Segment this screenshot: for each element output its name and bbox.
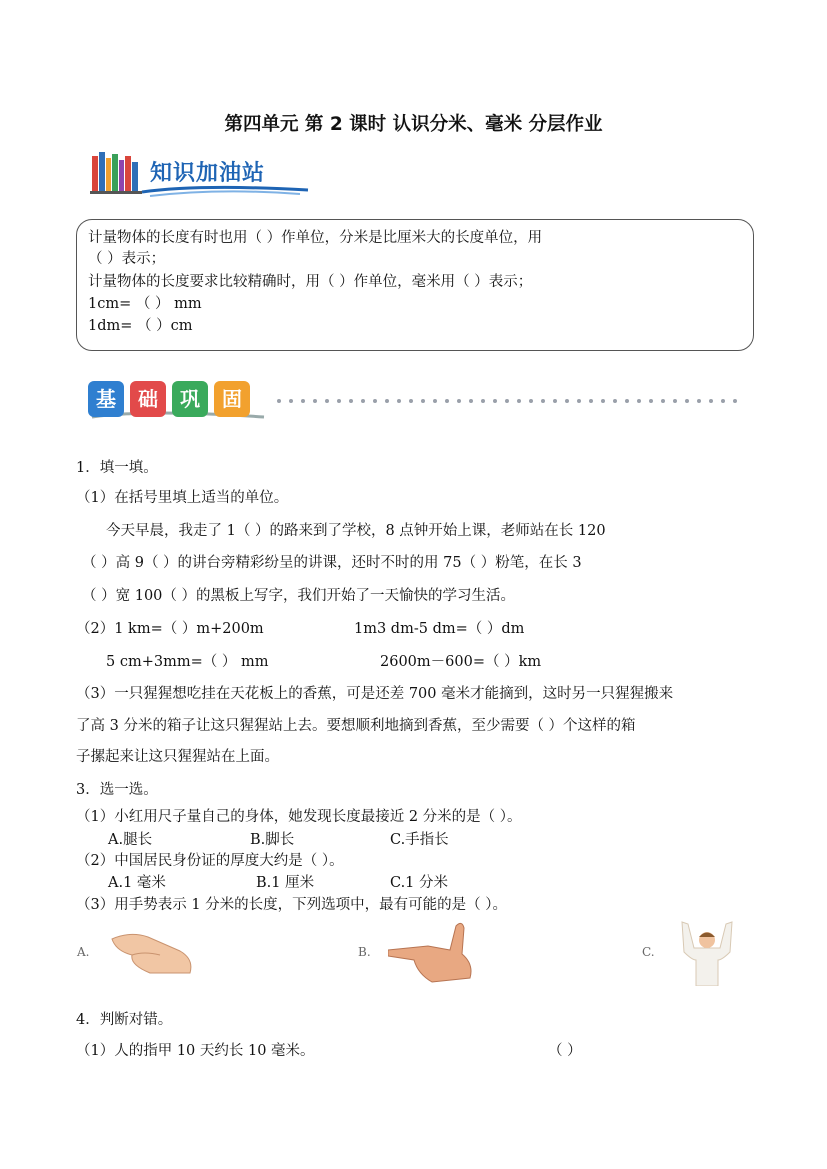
knowledge-line-4: 1cm= （ ） mm	[88, 296, 202, 312]
divider-dot	[709, 399, 713, 403]
q3-part1-option-b: B.脚长	[250, 832, 295, 848]
person-arms-raised-image	[672, 920, 742, 986]
divider-dot	[673, 399, 677, 403]
divider-dot	[685, 399, 689, 403]
q1-part1-line2: （ ）高 9（ ）的讲台旁精彩纷呈的讲课，还时不时的用 75（ ）粉笔，在长 3	[82, 555, 582, 571]
divider-dot	[409, 399, 413, 403]
divider-dot	[325, 399, 329, 403]
q3-part2-option-b: B.1 厘米	[256, 875, 315, 891]
divider-dot	[661, 399, 665, 403]
divider-dot	[625, 399, 629, 403]
books-icon	[90, 150, 142, 194]
divider-dot	[433, 399, 437, 403]
tile-gong: 巩	[172, 381, 208, 417]
divider-dot	[493, 399, 497, 403]
hand-gesture-a-image	[110, 925, 196, 977]
q1-part2-line2b: 2600m－600=（ ）km	[380, 654, 542, 670]
q1-part1-line1: 今天早晨，我走了 1（ ）的路来到了学校，8 点钟开始上课，老师站在长 120	[106, 523, 606, 539]
q1-part2-line1a: （2）1 km=（ ）m+200m	[76, 621, 264, 637]
q1-part3-line3: 子摞起来让这只猩猩站在上面。	[76, 749, 279, 765]
picture-label-a: A.	[77, 945, 90, 959]
divider-dot	[301, 399, 305, 403]
divider-dot	[397, 399, 401, 403]
divider-dot	[445, 399, 449, 403]
hand-gesture-b-image	[388, 920, 480, 984]
q1-part1-label: （1）在括号里填上适当的单位。	[76, 490, 289, 506]
divider-dot	[637, 399, 641, 403]
q4-part1-answer-bracket: （ ）	[548, 1043, 582, 1059]
q3-part2-option-a: A.1 毫米	[108, 875, 166, 891]
divider-dot	[649, 399, 653, 403]
q4-heading: 4．判断对错。	[76, 1012, 173, 1028]
divider-dot	[565, 399, 569, 403]
divider-dot	[577, 399, 581, 403]
divider-dot	[313, 399, 317, 403]
q1-part1-line3: （ ）宽 100（ ）的黑板上写字，我们开始了一天愉快的学习生活。	[82, 588, 516, 604]
divider-dot	[553, 399, 557, 403]
divider-dot	[541, 399, 545, 403]
q4-part1: （1）人的指甲 10 天约长 10 毫米。	[76, 1043, 315, 1059]
q3-part1-option-c: C.手指长	[390, 832, 449, 848]
divider-dot	[601, 399, 605, 403]
divider-dot	[349, 399, 353, 403]
knowledge-line-1: 计量物体的长度有时也用（ ）作单位，分米是比厘米大的长度单位，用	[88, 230, 543, 246]
q3-part2: （2）中国居民身份证的厚度大约是（ ）。	[76, 853, 344, 869]
tile-gu: 固	[214, 381, 250, 417]
knowledge-station-banner: 知识加油站	[150, 161, 266, 186]
divider-dot	[337, 399, 341, 403]
q3-part3: （3）用手势表示 1 分米的长度，下列选项中，最有可能的是（ ）。	[76, 897, 508, 913]
banner-swoosh-decoration	[140, 182, 310, 198]
page-title: 第四单元 第 2 课时 认识分米、毫米 分层作业	[224, 114, 603, 135]
divider-dot	[613, 399, 617, 403]
q3-part1-option-a: A.腿长	[108, 832, 153, 848]
q3-part2-option-c: C.1 分米	[390, 875, 449, 891]
dotted-divider	[276, 398, 746, 404]
divider-dot	[529, 399, 533, 403]
divider-dot	[697, 399, 701, 403]
divider-dot	[517, 399, 521, 403]
q3-part1: （1）小红用尺子量自己的身体，她发现长度最接近 2 分米的是（ ）。	[76, 809, 522, 825]
picture-label-b: B.	[358, 945, 371, 959]
q1-part3-line1: （3）一只猩猩想吃挂在天花板上的香蕉，可是还差 700 毫米才能摘到，这时另一只猩猩搬来	[76, 686, 674, 702]
picture-label-c: C.	[642, 945, 655, 959]
divider-dot	[469, 399, 473, 403]
q1-part2-line1b: 1m3 dm-5 dm=（ ）dm	[354, 621, 525, 637]
divider-dot	[289, 399, 293, 403]
divider-dot	[457, 399, 461, 403]
knowledge-line-2: （ ）表示；	[88, 251, 166, 267]
basic-consolidation-banner	[88, 377, 268, 427]
divider-dot	[481, 399, 485, 403]
divider-dot	[733, 399, 737, 403]
q3-heading: 3．选一选。	[76, 782, 158, 798]
divider-dot	[361, 399, 365, 403]
divider-dot	[589, 399, 593, 403]
tile-ji: 基	[88, 381, 124, 417]
knowledge-line-3: 计量物体的长度要求比较精确时，用（ ）作单位，毫米用（ ）表示；	[88, 274, 533, 290]
divider-dot	[505, 399, 509, 403]
q1-part3-line2: 了高 3 分米的箱子让这只猩猩站上去。要想顺利地摘到香蕉，至少需要（ ）个这样的箱	[76, 718, 636, 734]
divider-dot	[373, 399, 377, 403]
divider-dot	[385, 399, 389, 403]
q1-part2-line2a: 5 cm+3mm=（ ） mm	[106, 654, 269, 670]
divider-dot	[421, 399, 425, 403]
tile-chu: 础	[130, 381, 166, 417]
divider-dot	[721, 399, 725, 403]
divider-dot	[277, 399, 281, 403]
knowledge-line-5: 1dm= （ ）cm	[88, 318, 193, 334]
q1-heading: 1．填一填。	[76, 460, 158, 476]
